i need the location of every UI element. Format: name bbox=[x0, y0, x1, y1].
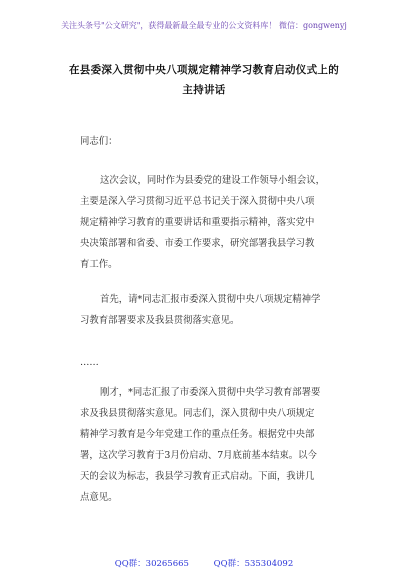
text-line: 天的会议为标志，我县学习教育正式启动。下面，我讲几 bbox=[80, 471, 315, 482]
text-line: 求及我县贯彻落实意见。同志们，深入贯彻中央八项规定 bbox=[80, 408, 315, 419]
qq-group-2: QQ群：535304092 bbox=[213, 559, 294, 569]
text-line: 育工作。 bbox=[80, 259, 118, 270]
text-line: 规定精神学习教育的重要讲话和重要指示精神，落实党中 bbox=[80, 217, 315, 228]
document-title: 在县委深入贯彻中央八项规定精神学习教育启动仪式上的 bbox=[69, 64, 339, 76]
paragraph-2 bbox=[80, 289, 350, 331]
text-line: 这次会议，同时作为县委党的建设工作领导小组会议， bbox=[100, 175, 326, 186]
text-line: 主要是深入学习贯彻习近平总书记关于深入贯彻中央八项 bbox=[80, 196, 315, 207]
paragraph-1 bbox=[80, 170, 350, 275]
text-line: 点意见。 bbox=[80, 492, 118, 503]
text-line: 首先，请*同志汇报市委深入贯彻中央八项规定精神学 bbox=[100, 294, 321, 305]
salutation-text: 同志们： bbox=[80, 136, 118, 147]
text-line: 央决策部署和省委、市委工作要求，研究部署我县学习教 bbox=[80, 238, 315, 249]
paragraph-3 bbox=[80, 382, 350, 508]
header-banner: 关注头条号"公文研究"，获得最新最全最专业的公文资料库！ 微信：gongwenyj bbox=[61, 21, 347, 30]
document-title-continued: 主持讲话 bbox=[182, 84, 226, 96]
text-line: 署，这次学习教育于3月份启动、7月底前基本结束。以今 bbox=[80, 450, 317, 461]
ellipsis bbox=[80, 352, 350, 373]
text-line: 习教育部署要求及我县贯彻落实意见。 bbox=[80, 315, 240, 326]
ellipsis-text: …… bbox=[80, 357, 99, 368]
footer bbox=[0, 558, 408, 570]
salutation bbox=[80, 131, 350, 152]
text-line: 精神学习教育是今年党建工作的重点任务。根据党中央部 bbox=[80, 429, 315, 440]
qq-group-1: QQ群：30265665 bbox=[114, 559, 189, 569]
text-line: 刚才，*同志汇报了市委深入贯彻中央学习教育部署要 bbox=[100, 387, 321, 398]
